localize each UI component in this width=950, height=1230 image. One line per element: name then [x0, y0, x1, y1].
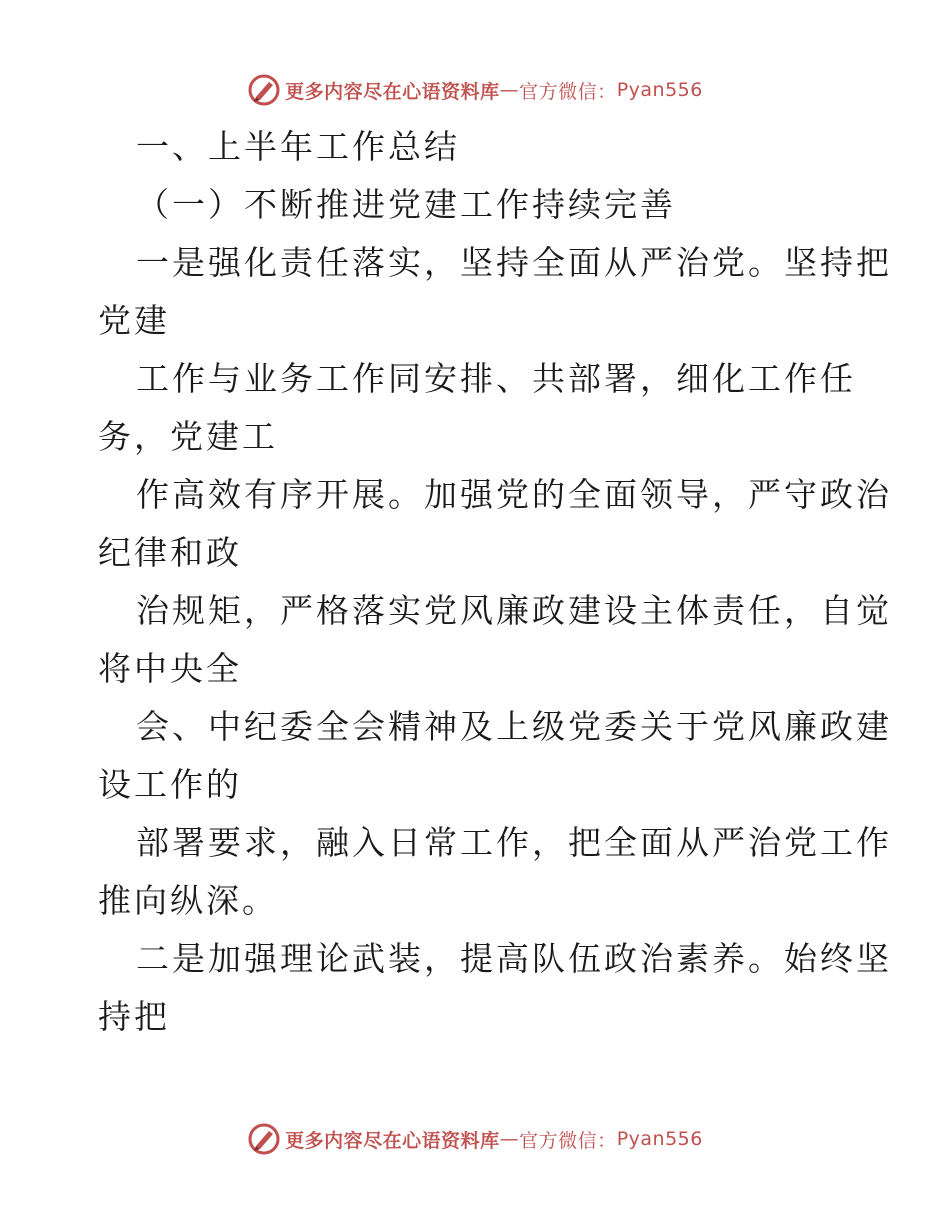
watermark-dash: —	[499, 1128, 520, 1150]
pen-logo-icon	[247, 73, 281, 107]
watermark-site-name: 更多内容尽在心语资料库	[285, 1129, 500, 1152]
paragraph-line: 作高效有序开展。加强党的全面领导，严守政治	[136, 475, 892, 514]
watermark-wechat-id: Pyan556	[616, 79, 703, 101]
watermark-dash: —	[499, 79, 520, 101]
watermark-wechat-id: Pyan556	[616, 1128, 703, 1150]
subsection-heading: （一）不断推进党建工作持续完善	[136, 185, 676, 224]
paragraph-line: 推向纵深。	[98, 881, 278, 920]
paragraph-line: 治规矩，严格落实党风廉政建设主体责任，自觉	[136, 591, 892, 630]
paragraph-line: 一是强化责任落实，坚持全面从严治党。坚持把	[136, 243, 892, 282]
paragraph-line: 工作与业务工作同安排、共部署，细化工作任	[136, 359, 856, 398]
document-body	[98, 118, 892, 1046]
footer-watermark	[0, 1119, 950, 1159]
paragraph-line: 设工作的	[98, 765, 242, 804]
paragraph-line: 党建	[98, 301, 170, 340]
pen-logo-icon	[247, 1122, 281, 1156]
watermark-wechat-label: 官方微信：	[519, 1129, 617, 1152]
watermark-wechat-label: 官方微信：	[519, 80, 617, 103]
paragraph-line: 将中央全	[98, 649, 242, 688]
paragraph-line: 持把	[98, 997, 170, 1036]
header-watermark	[0, 70, 950, 110]
paragraph-line: 部署要求，融入日常工作，把全面从严治党工作	[136, 823, 892, 862]
paragraph-line: 务，党建工	[98, 417, 278, 456]
paragraph-line: 二是加强理论武装，提高队伍政治素养。始终坚	[136, 939, 892, 978]
paragraph-line: 会、中纪委全会精神及上级党委关于党风廉政建	[136, 707, 892, 746]
section-heading: 一、上半年工作总结	[136, 127, 460, 166]
watermark-site-name: 更多内容尽在心语资料库	[285, 80, 500, 103]
paragraph-line: 纪律和政	[98, 533, 242, 572]
